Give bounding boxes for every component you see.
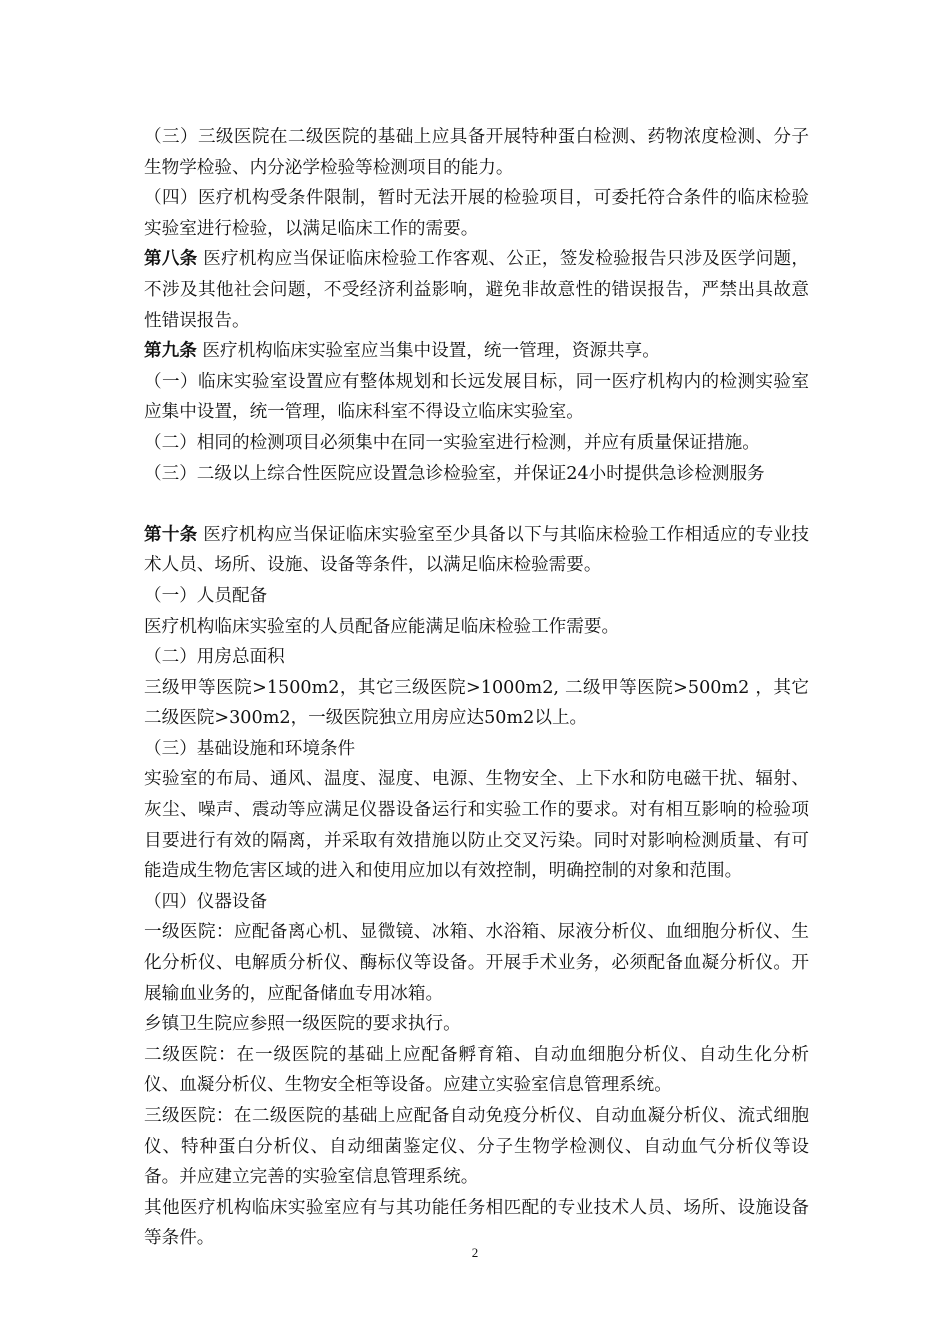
article-9-item-1: （一）临床实验室设置应有整体规划和长远发展目标，同一医疗机构内的检测实验室应集中设置，统一管理，临床科室不得设立临床实验室。 bbox=[144, 371, 809, 423]
paragraph-3-special-protein: （三）三级医院在二级医院的基础上应具备开展特种蛋白检测、药物浓度检测、分子生物学检验、内分泌学检验等检测项目的能力。 bbox=[144, 127, 809, 178]
article-10 bbox=[144, 520, 809, 581]
subheading-facilities: （三）基础设施和环境条件 bbox=[144, 738, 356, 759]
page-number: 2 bbox=[471, 1245, 479, 1260]
subheading-floor-area: （二）用房总面积 bbox=[144, 647, 285, 668]
paragraph-4-outsourcing: （四）医疗机构受条件限制，暂时无法开展的检验项目，可委托符合条件的临床检验实验室进行检验，以满足临床工作的需要。 bbox=[144, 188, 809, 239]
paragraph-level-1-equipment: 一级医院：应配备离心机、显微镜、冰箱、水浴箱、尿液分析仪、血细胞分析仪、生化分析仪、电解质分析仪、酶标仪等设备。开展手术业务，必须配备血凝分析仪。开展输血业务的，应配备储血专用冰箱。 bbox=[144, 922, 809, 1004]
article-9-item-2: （二）相同的检测项目必须集中在同一实验室进行检测，并应有质量保证措施。 bbox=[144, 432, 760, 453]
paragraph-staffing: 医疗机构临床实验室的人员配备应能满足临床检验工作需要。 bbox=[144, 616, 620, 637]
article-8-text: 医疗机构应当保证临床检验工作客观、公正，签发检验报告只涉及医学问题，不涉及其他社会问题，不受经济利益影响，避免非故意性的错误报告，严禁出具故意性错误报告。 bbox=[144, 249, 809, 331]
paragraph-township: 乡镇卫生院应参照一级医院的要求执行。 bbox=[144, 1014, 461, 1035]
article-9-heading: 第九条 bbox=[144, 340, 197, 362]
article-8-heading: 第八条 bbox=[144, 248, 198, 270]
article-10-heading: 第十条 bbox=[144, 523, 198, 545]
paragraph-other-institutions: 其他医疗机构临床实验室应有与其功能任务相匹配的专业技术人员、场所、设施设备等条件。 bbox=[144, 1197, 809, 1249]
blank-line bbox=[144, 489, 809, 520]
document-body bbox=[144, 122, 809, 1254]
subheading-equipment: （四）仪器设备 bbox=[144, 891, 268, 912]
paragraph-floor-area: 三级甲等医院>1500m2，其它三级医院>1000m2, 二级甲等医院>500m2 ，其它二级医院>300m2，一级医院独立用房应达50m2以上。 bbox=[144, 677, 809, 729]
paragraph-level-2-equipment: 二级医院：在一级医院的基础上应配备孵育箱、自动血细胞分析仪、自动生化分析仪、血凝分析仪、生物安全柜等设备。应建立实验室信息管理系统。 bbox=[144, 1044, 809, 1096]
article-9-item-3: （三）二级以上综合性医院应设置急诊检验室，并保证24小时提供急诊检测服务 bbox=[144, 463, 765, 484]
paragraph-facilities: 实验室的布局、通风、温度、湿度、电源、生物安全、上下水和防电磁干扰、辐射、灰尘、噪声、震动等应满足仪器设备运行和实验工作的要求。对有相互影响的检验项目要进行有效的隔离，并采取有效措施以防止交叉污染。同时对影响检测质量、有可能造成生物危害区域的进入和使用应加以有效控制，明确控制的对象和范围。 bbox=[144, 769, 809, 882]
article-8 bbox=[144, 244, 809, 336]
article-9 bbox=[144, 336, 809, 367]
subheading-staffing: （一）人员配备 bbox=[144, 585, 268, 606]
paragraph-level-3-equipment: 三级医院：在二级医院的基础上应配备自动免疫分析仪、自动血凝分析仪、流式细胞仪、特种蛋白分析仪、自动细菌鉴定仪、分子生物学检测仪、自动血气分析仪等设备。并应建立完善的实验室信息管理系统。 bbox=[144, 1106, 809, 1188]
article-10-text: 医疗机构应当保证临床实验室至少具备以下与其临床检验工作相适应的专业技术人员、场所、设施、设备等条件，以满足临床检验需要。 bbox=[144, 524, 809, 576]
article-9-text: 医疗机构临床实验室应当集中设置，统一管理，资源共享。 bbox=[196, 341, 660, 362]
